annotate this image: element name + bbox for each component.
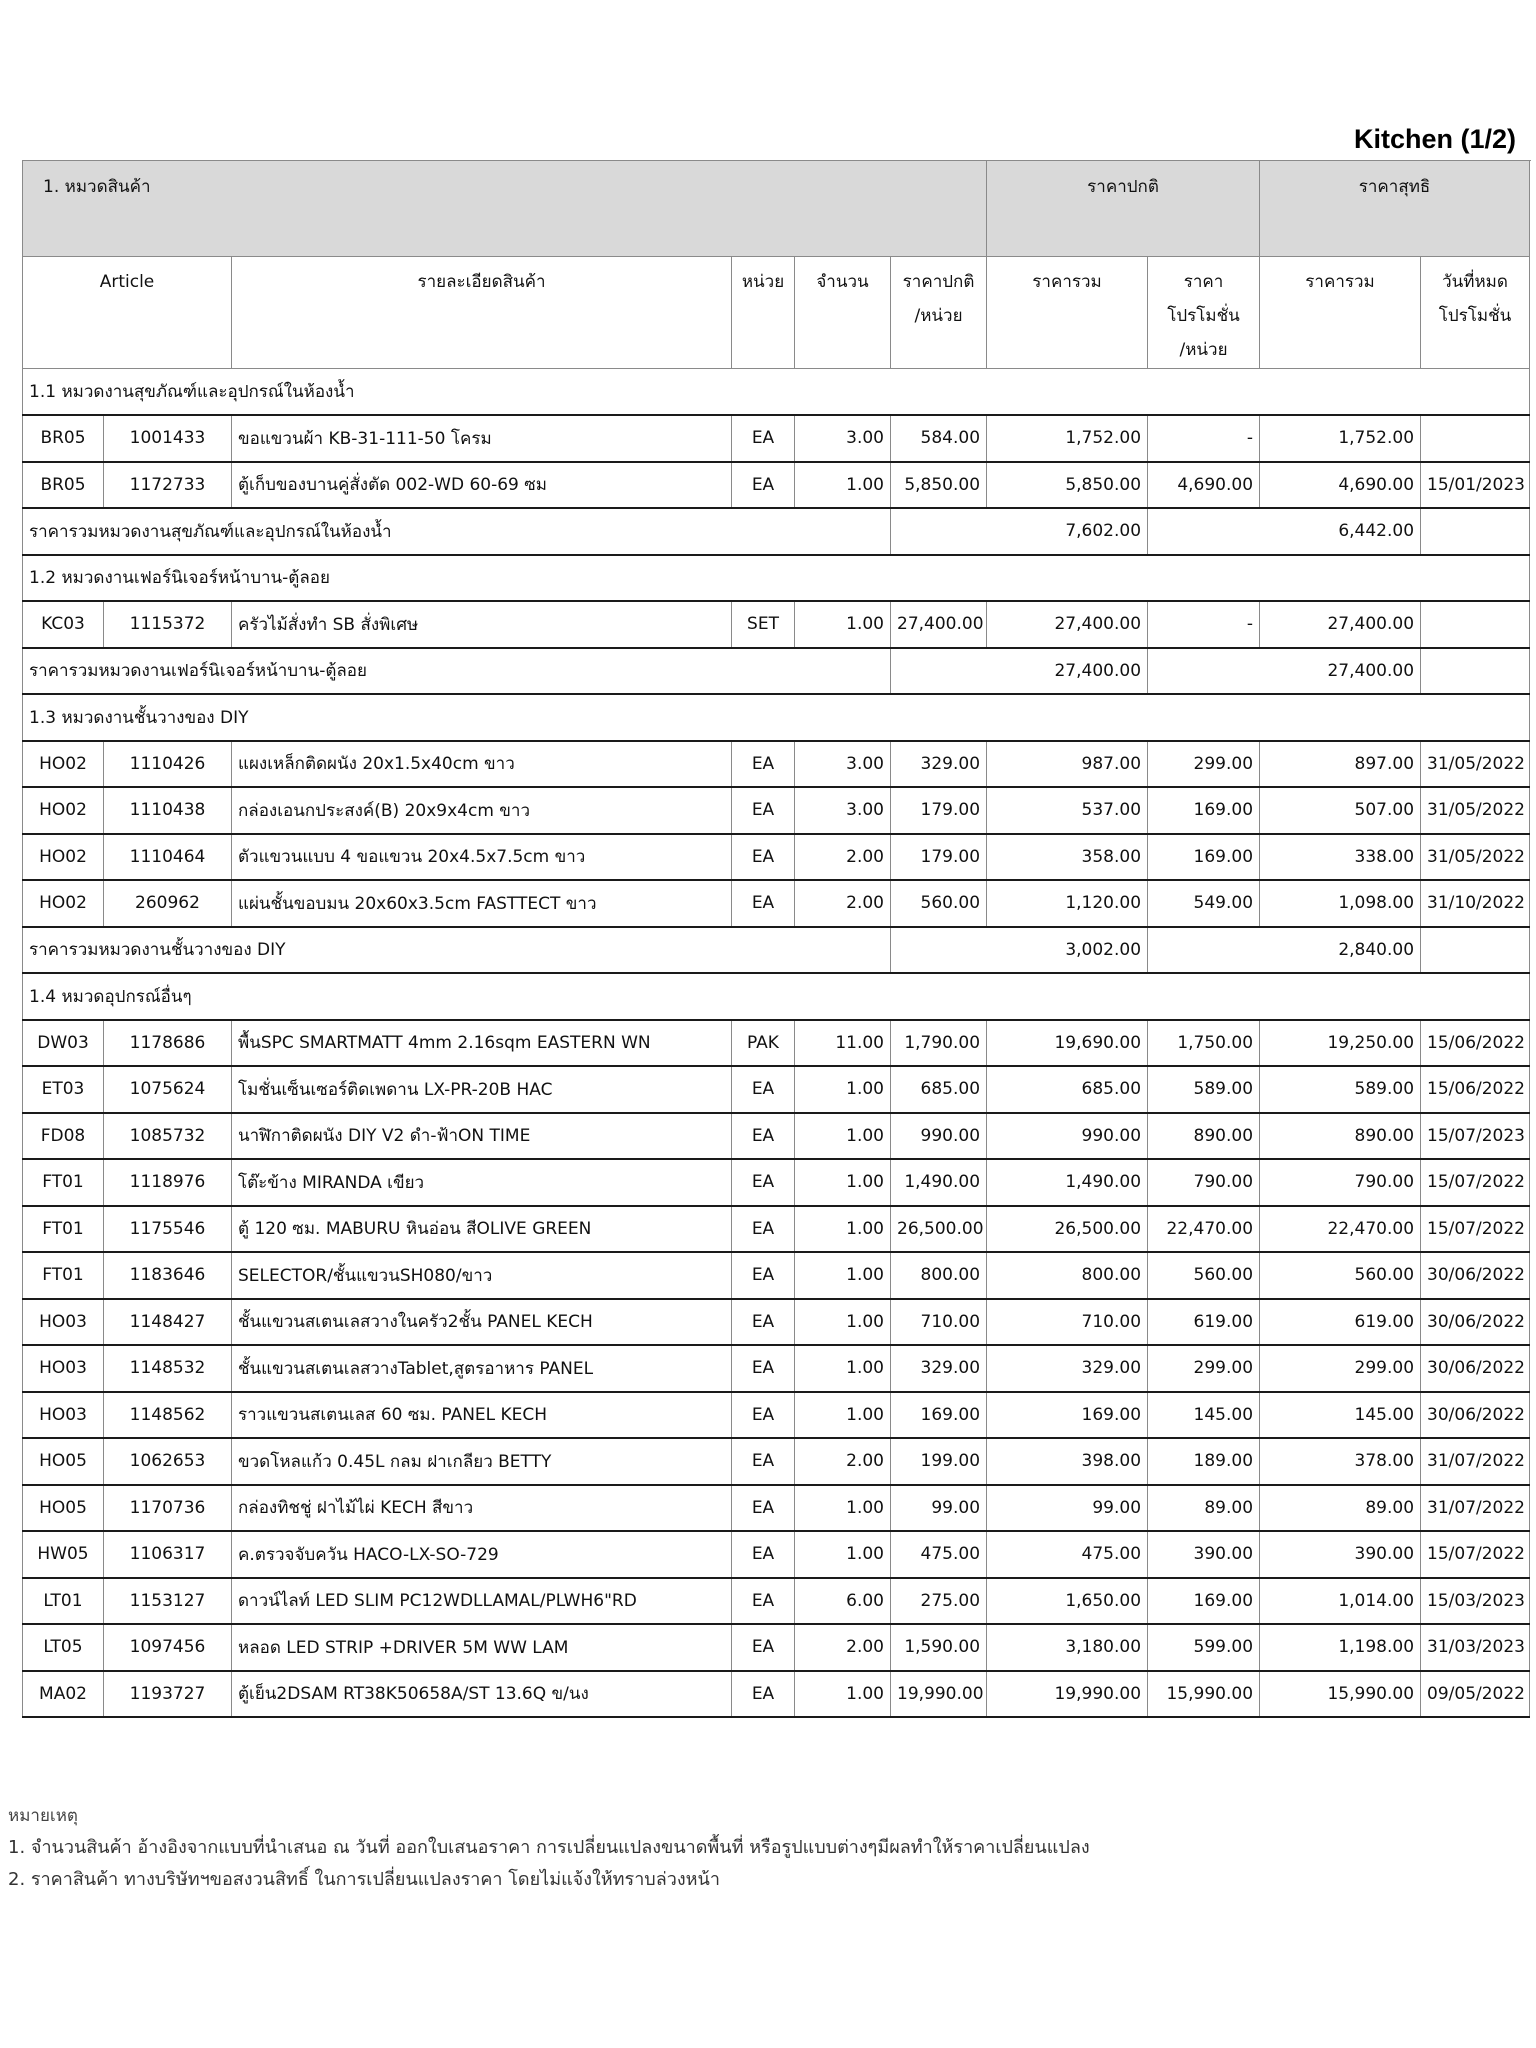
cell-promo-end: 31/10/2022 [1421,880,1530,927]
cell-promo-price: - [1148,601,1260,648]
col-promo-l1: ราคา [1183,272,1224,292]
cell-net-total: 378.00 [1260,1438,1421,1485]
cell-description: พื้นSPC SMARTMATT 4mm 2.16sqm EASTERN WN [232,1020,732,1067]
regular-price-group: ราคาปกติ [987,161,1260,257]
cell-description: ขวดโหลแก้ว 0.45L กลม ฝาเกลียว BETTY [232,1438,732,1485]
col-promo-end-l1: วันที่หมด [1442,272,1508,292]
subtotal-net: 2,840.00 [1148,927,1421,974]
cell-promo-price: 1,750.00 [1148,1020,1260,1067]
cell-description: ชั้นแขวนสเตนเลสวางในครัว2ชั้น PANEL KECH [232,1299,732,1346]
cell-net-total: 4,690.00 [1260,462,1421,509]
cell-code: HO03 [23,1345,104,1392]
col-promo-l2: โปรโมชั่น [1167,306,1240,326]
cell-unit-price: 329.00 [891,1345,987,1392]
cell-qty: 3.00 [795,741,891,788]
cell-description: ครัวไม้สั่งทำ SB สั่งพิเศษ [232,601,732,648]
cell-article: 1115372 [104,601,232,648]
cell-total: 1,650.00 [987,1578,1148,1625]
cell-article: 260962 [104,880,232,927]
cell-total: 5,850.00 [987,462,1148,509]
section-title: 1.2 หมวดงานเฟอร์นิเจอร์หน้าบาน-ตู้ลอย [23,555,1530,602]
cell-total: 1,120.00 [987,880,1148,927]
cell-article: 1148532 [104,1345,232,1392]
cell-code: FT01 [23,1252,104,1299]
cell-promo-end [1421,601,1530,648]
cell-unit: EA [732,834,795,881]
table-row [23,1206,1530,1253]
cell-unit: EA [732,1206,795,1253]
table-row [23,1252,1530,1299]
cell-code: HO03 [23,1392,104,1439]
cell-net-total: 897.00 [1260,741,1421,788]
cell-unit-price: 1,490.00 [891,1159,987,1206]
table-row [23,787,1530,834]
cell-promo-end: 15/07/2023 [1421,1113,1530,1160]
section-title: 1.3 หมวดงานชั้นวางของ DIY [23,694,1530,741]
cell-promo-price: 589.00 [1148,1066,1260,1113]
cell-net-total: 1,198.00 [1260,1624,1421,1671]
cell-unit: EA [732,1578,795,1625]
cell-qty: 6.00 [795,1578,891,1625]
cell-unit: EA [732,1252,795,1299]
cell-qty: 1.00 [795,1299,891,1346]
cell-article: 1183646 [104,1252,232,1299]
col-promo-l3: /หน่วย [1179,340,1228,360]
cell-description: ตู้เก็บของบานคู่สั่งตัด 002-WD 60-69 ซม [232,462,732,509]
cell-promo-end: 30/06/2022 [1421,1299,1530,1346]
subtotal-label: ราคารวมหมวดงานชั้นวางของ DIY [23,927,891,974]
cell-description: โมชั่นเซ็นเซอร์ติดเพดาน LX-PR-20B HAC [232,1066,732,1113]
cell-article: 1172733 [104,462,232,509]
cell-unit: EA [732,1624,795,1671]
cell-article: 1110426 [104,741,232,788]
cell-total: 1,752.00 [987,415,1148,462]
cell-description: กล่องเอนกประสงค์(B) 20x9x4cm ขาว [232,787,732,834]
cell-unit: PAK [732,1020,795,1067]
cell-description: ราวแขวนสเตนเลส 60 ซม. PANEL KECH [232,1392,732,1439]
cell-article: 1175546 [104,1206,232,1253]
cell-unit: EA [732,462,795,509]
cell-unit: EA [732,1438,795,1485]
table-row [23,1066,1530,1113]
col-total: ราคารวม [987,257,1148,369]
table-row [23,462,1530,509]
cell-article: 1148427 [104,1299,232,1346]
cell-net-total: 619.00 [1260,1299,1421,1346]
cell-qty: 1.00 [795,1159,891,1206]
cell-unit: SET [732,601,795,648]
cell-unit: EA [732,1671,795,1718]
cell-unit-price: 26,500.00 [891,1206,987,1253]
cell-net-total: 1,098.00 [1260,880,1421,927]
cell-total: 685.00 [987,1066,1148,1113]
cell-unit: EA [732,741,795,788]
cell-qty: 11.00 [795,1020,891,1067]
cell-total: 990.00 [987,1113,1148,1160]
cell-unit: EA [732,1066,795,1113]
cell-promo-price: - [1148,415,1260,462]
subtotal-empty [1421,648,1530,695]
quotation-table [22,160,1530,1718]
cell-article: 1110438 [104,787,232,834]
cell-unit-price: 685.00 [891,1066,987,1113]
cell-unit: EA [732,787,795,834]
cell-description: ตัวแขวนแบบ 4 ขอแขวน 20x4.5x7.5cm ขาว [232,834,732,881]
cell-net-total: 507.00 [1260,787,1421,834]
cell-code: ET03 [23,1066,104,1113]
cell-code: HO02 [23,787,104,834]
cell-qty: 1.00 [795,1671,891,1718]
header-column-row [23,257,1530,369]
cell-unit-price: 1,790.00 [891,1020,987,1067]
cell-total: 537.00 [987,787,1148,834]
cell-promo-price: 560.00 [1148,1252,1260,1299]
cell-net-total: 15,990.00 [1260,1671,1421,1718]
cell-code: BR05 [23,462,104,509]
table-row [23,1299,1530,1346]
cell-promo-end: 31/05/2022 [1421,787,1530,834]
subtotal-label: ราคารวมหมวดงานสุขภัณฑ์และอุปกรณ์ในห้องน้ำ [23,508,891,555]
cell-promo-end: 31/03/2023 [1421,1624,1530,1671]
cell-description: ค.ตรวจจับควัน HACO-LX-SO-729 [232,1531,732,1578]
cell-description: ขอแขวนผ้า KB-31-111-50 โครม [232,415,732,462]
table-row [23,1113,1530,1160]
note-line-1: 1. จำนวนสินค้า อ้างอิงจากแบบที่นำเสนอ ณ วันที่ ออกใบเสนอราคา การเปลี่ยนแปลงขนาดพื้นที่ หรือรูปแบบต่างๆมีผลทำให้ราคาเปลี่ยนแปลง [8,1837,1090,1858]
page-title: Kitchen (1/2) [1353,124,1516,154]
cell-total: 26,500.00 [987,1206,1148,1253]
cell-description: ตู้ 120 ซม. MABURU หินอ่อน สีOLIVE GREEN [232,1206,732,1253]
cell-code: MA02 [23,1671,104,1718]
section-title: 1.4 หมวดอุปกรณ์อื่นๆ [23,973,1530,1020]
cell-promo-end: 15/01/2023 [1421,462,1530,509]
table-row [23,1624,1530,1671]
table-row [23,415,1530,462]
cell-qty: 1.00 [795,1392,891,1439]
group-title: 1. หมวดสินค้า [23,161,987,257]
cell-promo-end: 30/06/2022 [1421,1392,1530,1439]
subtotal-row [23,927,1530,974]
cell-description: ตู้เย็น2DSAM RT38K50658A/ST 13.6Q ข/นง [232,1671,732,1718]
cell-unit-price: 99.00 [891,1485,987,1532]
cell-article: 1075624 [104,1066,232,1113]
col-unit: หน่วย [732,257,795,369]
cell-unit-price: 179.00 [891,787,987,834]
notes [8,1800,1090,1896]
cell-code: LT01 [23,1578,104,1625]
cell-total: 19,690.00 [987,1020,1148,1067]
cell-article: 1118976 [104,1159,232,1206]
cell-total: 987.00 [987,741,1148,788]
cell-code: FD08 [23,1113,104,1160]
cell-unit-price: 329.00 [891,741,987,788]
cell-total: 27,400.00 [987,601,1148,648]
cell-total: 99.00 [987,1485,1148,1532]
table-row [23,1020,1530,1067]
col-promo-end [1421,257,1530,369]
cell-code: HW05 [23,1531,104,1578]
cell-net-total: 560.00 [1260,1252,1421,1299]
cell-unit-price: 179.00 [891,834,987,881]
cell-promo-price: 15,990.00 [1148,1671,1260,1718]
cell-unit-price: 199.00 [891,1438,987,1485]
cell-promo-price: 299.00 [1148,1345,1260,1392]
cell-description: SELECTOR/ชั้นแขวนSH080/ขาว [232,1252,732,1299]
col-article: Article [23,257,232,369]
cell-promo-price: 189.00 [1148,1438,1260,1485]
cell-article: 1085732 [104,1113,232,1160]
cell-qty: 2.00 [795,1624,891,1671]
table-row [23,1578,1530,1625]
cell-total: 329.00 [987,1345,1148,1392]
cell-promo-price: 169.00 [1148,834,1260,881]
cell-article: 1193727 [104,1671,232,1718]
table-row [23,1345,1530,1392]
cell-unit-price: 710.00 [891,1299,987,1346]
cell-unit: EA [732,1299,795,1346]
table-row [23,601,1530,648]
cell-total: 1,490.00 [987,1159,1148,1206]
cell-total: 169.00 [987,1392,1148,1439]
cell-net-total: 890.00 [1260,1113,1421,1160]
cell-net-total: 19,250.00 [1260,1020,1421,1067]
cell-description: แผงเหล็กติดผนัง 20x1.5x40cm ขาว [232,741,732,788]
subtotal-net: 27,400.00 [1148,648,1421,695]
cell-promo-end: 15/03/2023 [1421,1578,1530,1625]
cell-qty: 1.00 [795,1345,891,1392]
cell-description: กล่องทิชชู่ ฝาไม้ไผ่ KECH สีขาว [232,1485,732,1532]
cell-qty: 1.00 [795,462,891,509]
cell-article: 1001433 [104,415,232,462]
cell-code: LT05 [23,1624,104,1671]
cell-article: 1097456 [104,1624,232,1671]
cell-qty: 1.00 [795,1113,891,1160]
cell-unit-price: 475.00 [891,1531,987,1578]
cell-total: 3,180.00 [987,1624,1148,1671]
cell-promo-price: 619.00 [1148,1299,1260,1346]
cell-unit-price: 560.00 [891,880,987,927]
cell-description: แผ่นชั้นขอบมน 20x60x3.5cm FASTTECT ขาว [232,880,732,927]
cell-article: 1148562 [104,1392,232,1439]
cell-article: 1062653 [104,1438,232,1485]
table-row [23,834,1530,881]
cell-total: 800.00 [987,1252,1148,1299]
col-unit-price-l2: /หน่วย [914,306,963,326]
cell-qty: 1.00 [795,1206,891,1253]
cell-unit-price: 27,400.00 [891,601,987,648]
cell-net-total: 89.00 [1260,1485,1421,1532]
net-price-group: ราคาสุทธิ [1260,161,1530,257]
cell-promo-price: 145.00 [1148,1392,1260,1439]
cell-promo-price: 169.00 [1148,1578,1260,1625]
col-promo-price [1148,257,1260,369]
cell-promo-price: 4,690.00 [1148,462,1260,509]
cell-promo-price: 89.00 [1148,1485,1260,1532]
subtotal-empty [1421,508,1530,555]
subtotal-total: 3,002.00 [891,927,1148,974]
cell-promo-price: 549.00 [1148,880,1260,927]
cell-unit: EA [732,1113,795,1160]
cell-qty: 3.00 [795,787,891,834]
section-row [23,369,1530,416]
cell-article: 1106317 [104,1531,232,1578]
cell-article: 1110464 [104,834,232,881]
cell-net-total: 338.00 [1260,834,1421,881]
cell-unit: EA [732,1485,795,1532]
cell-promo-price: 890.00 [1148,1113,1260,1160]
cell-code: HO02 [23,880,104,927]
cell-unit-price: 990.00 [891,1113,987,1160]
subtotal-row [23,648,1530,695]
cell-unit-price: 584.00 [891,415,987,462]
cell-description: โต๊ะข้าง MIRANDA เขียว [232,1159,732,1206]
section-title: 1.1 หมวดงานสุขภัณฑ์และอุปกรณ์ในห้องน้ำ [23,369,1530,416]
subtotal-label: ราคารวมหมวดงานเฟอร์นิเจอร์หน้าบาน-ตู้ลอย [23,648,891,695]
section-row [23,973,1530,1020]
note-line-2: 2. ราคาสินค้า ทางบริษัทฯขอสงวนสิทธิ์ ในการเปลี่ยนแปลงราคา โดยไม่แจ้งให้ทราบล่วงหน้า [8,1869,720,1890]
cell-unit-price: 800.00 [891,1252,987,1299]
cell-promo-end: 31/05/2022 [1421,741,1530,788]
col-promo-end-l2: โปรโมชั่น [1438,306,1512,326]
cell-promo-price: 599.00 [1148,1624,1260,1671]
cell-qty: 2.00 [795,880,891,927]
cell-unit-price: 1,590.00 [891,1624,987,1671]
cell-description: หลอด LED STRIP +DRIVER 5M WW LAM [232,1624,732,1671]
cell-net-total: 145.00 [1260,1392,1421,1439]
cell-promo-end: 31/07/2022 [1421,1485,1530,1532]
cell-promo-end: 30/06/2022 [1421,1252,1530,1299]
cell-promo-end: 31/07/2022 [1421,1438,1530,1485]
cell-description: ชั้นแขวนสเตนเลสวางTablet,สูตรอาหาร PANEL [232,1345,732,1392]
cell-net-total: 790.00 [1260,1159,1421,1206]
cell-promo-end: 15/06/2022 [1421,1066,1530,1113]
subtotal-net: 6,442.00 [1148,508,1421,555]
cell-unit: EA [732,1345,795,1392]
cell-promo-price: 790.00 [1148,1159,1260,1206]
cell-unit-price: 169.00 [891,1392,987,1439]
cell-code: BR05 [23,415,104,462]
cell-promo-end: 15/07/2022 [1421,1159,1530,1206]
col-net-total: ราคารวม [1260,257,1421,369]
cell-net-total: 299.00 [1260,1345,1421,1392]
cell-qty: 1.00 [795,1066,891,1113]
cell-promo-end: 15/07/2022 [1421,1206,1530,1253]
cell-unit-price: 275.00 [891,1578,987,1625]
header-group-row [23,161,1530,257]
cell-net-total: 22,470.00 [1260,1206,1421,1253]
cell-total: 475.00 [987,1531,1148,1578]
table-row [23,1438,1530,1485]
cell-promo-end: 15/06/2022 [1421,1020,1530,1067]
table-row [23,1671,1530,1718]
cell-code: FT01 [23,1159,104,1206]
subtotal-total: 27,400.00 [891,648,1148,695]
cell-unit: EA [732,880,795,927]
cell-promo-price: 169.00 [1148,787,1260,834]
table-row [23,880,1530,927]
cell-total: 710.00 [987,1299,1148,1346]
cell-net-total: 390.00 [1260,1531,1421,1578]
cell-unit: EA [732,1531,795,1578]
cell-unit: EA [732,1159,795,1206]
cell-total: 398.00 [987,1438,1148,1485]
cell-net-total: 589.00 [1260,1066,1421,1113]
subtotal-total: 7,602.00 [891,508,1148,555]
cell-total: 19,990.00 [987,1671,1148,1718]
table-row [23,1485,1530,1532]
cell-unit: EA [732,1392,795,1439]
cell-code: HO02 [23,741,104,788]
cell-promo-end: 15/07/2022 [1421,1531,1530,1578]
cell-qty: 2.00 [795,834,891,881]
cell-qty: 3.00 [795,415,891,462]
col-unit-price-l1: ราคาปกติ [902,272,975,292]
section-row [23,694,1530,741]
cell-code: HO02 [23,834,104,881]
cell-net-total: 27,400.00 [1260,601,1421,648]
cell-code: DW03 [23,1020,104,1067]
cell-promo-end: 30/06/2022 [1421,1345,1530,1392]
table-row [23,1531,1530,1578]
cell-qty: 1.00 [795,1252,891,1299]
cell-net-total: 1,752.00 [1260,415,1421,462]
col-qty: จำนวน [795,257,891,369]
cell-promo-end: 31/05/2022 [1421,834,1530,881]
cell-qty: 1.00 [795,601,891,648]
cell-article: 1178686 [104,1020,232,1067]
cell-article: 1153127 [104,1578,232,1625]
cell-code: FT01 [23,1206,104,1253]
cell-unit: EA [732,415,795,462]
table-row [23,1392,1530,1439]
subtotal-empty [1421,927,1530,974]
cell-promo-end: 09/05/2022 [1421,1671,1530,1718]
cell-description: นาฬิกาติดผนัง DIY V2 ดำ-ฟ้าON TIME [232,1113,732,1160]
subtotal-row [23,508,1530,555]
cell-total: 358.00 [987,834,1148,881]
cell-qty: 1.00 [795,1485,891,1532]
table-row [23,1159,1530,1206]
cell-unit-price: 5,850.00 [891,462,987,509]
cell-promo-end [1421,415,1530,462]
col-unit-price [891,257,987,369]
cell-promo-price: 22,470.00 [1148,1206,1260,1253]
section-row [23,555,1530,602]
cell-code: HO05 [23,1438,104,1485]
cell-code: HO05 [23,1485,104,1532]
cell-unit-price: 19,990.00 [891,1671,987,1718]
cell-promo-price: 390.00 [1148,1531,1260,1578]
cell-promo-price: 299.00 [1148,741,1260,788]
notes-label: หมายเหตุ [8,1806,78,1826]
cell-qty: 2.00 [795,1438,891,1485]
cell-article: 1170736 [104,1485,232,1532]
cell-qty: 1.00 [795,1531,891,1578]
cell-description: ดาวน์ไลท์ LED SLIM PC12WDLLAMAL/PLWH6"RD [232,1578,732,1625]
cell-code: KC03 [23,601,104,648]
cell-code: HO03 [23,1299,104,1346]
table-row [23,741,1530,788]
col-description: รายละเอียดสินค้า [232,257,732,369]
cell-net-total: 1,014.00 [1260,1578,1421,1625]
